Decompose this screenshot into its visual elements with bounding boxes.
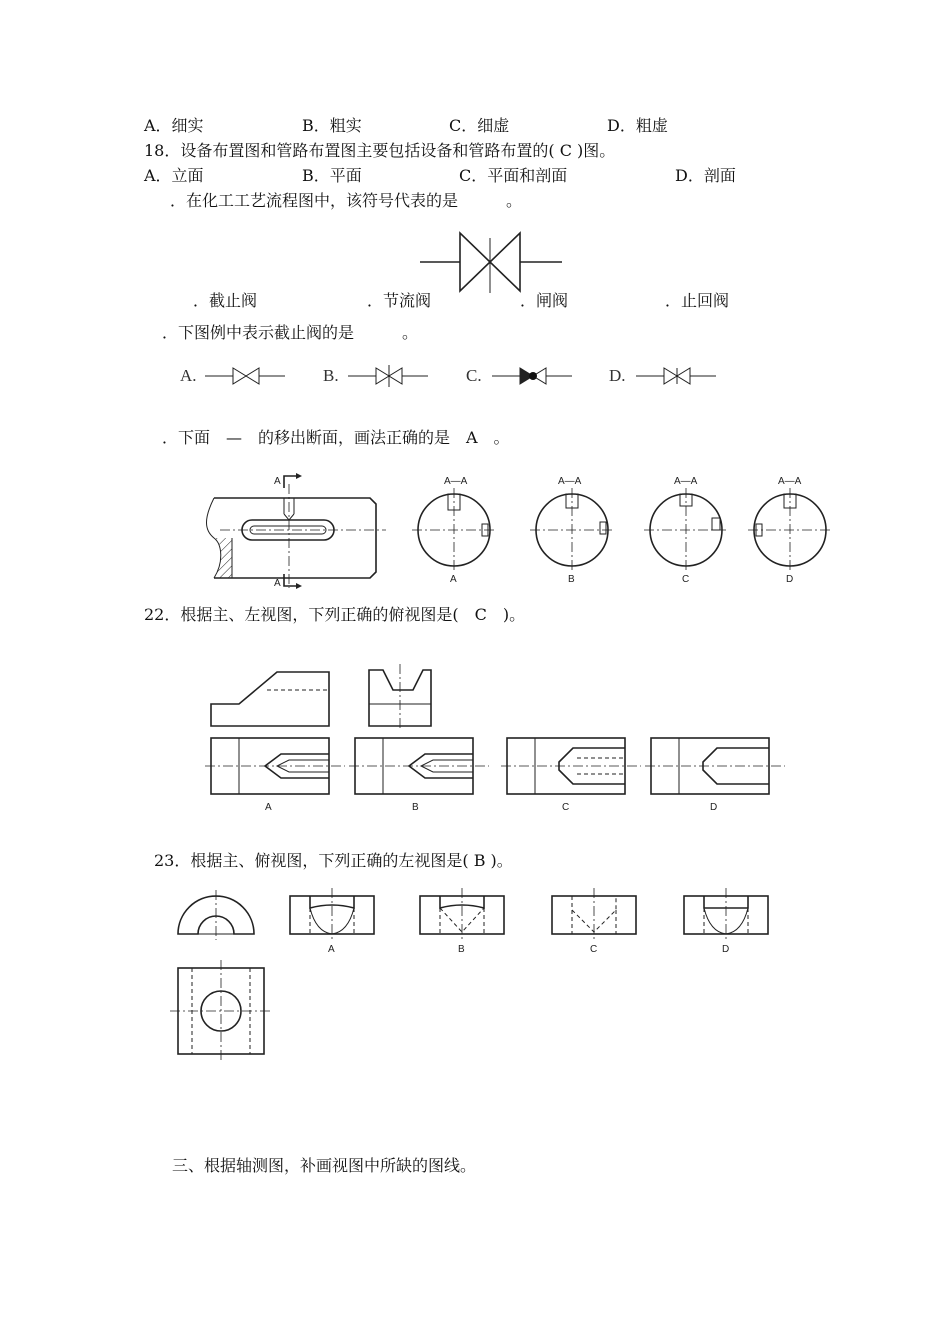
section-a-label: A <box>450 574 457 585</box>
valve-symbol-b <box>348 364 428 388</box>
q23-label-a: A <box>328 944 335 955</box>
q21-stem: ．下面 — 的移出断面，画法正确的是 A 。 <box>162 428 510 447</box>
q22-label-c: C <box>562 802 570 813</box>
q18-option-d-text: D．剖面 <box>675 166 736 185</box>
q23-option-b <box>420 888 504 955</box>
section-c-label: C <box>682 574 690 585</box>
q22-option-b <box>349 738 489 813</box>
q23-label-c: C <box>590 944 598 955</box>
cut-label-bottom: A <box>274 578 281 589</box>
q18-stem: 18．设备布置图和管路布置图主要包括设备和管路布置的( C )图。 <box>144 141 616 160</box>
q17-option-d-text: D．粗虚 <box>607 116 668 135</box>
section-b-title: A—A <box>558 476 582 487</box>
q19-stem: ．在化工工艺流程图中，该符号代表的是 。 <box>170 191 523 210</box>
q23-option-d <box>684 888 768 955</box>
q22-stem: 22．根据主、左视图，下列正确的俯视图是( C )。 <box>144 605 526 624</box>
q22-option-a <box>205 738 345 813</box>
q19-option-c-text: ．闸阀 <box>520 291 569 310</box>
section-c-title: A—A <box>674 476 698 487</box>
section-option-d <box>748 476 832 585</box>
valve-symbol-c <box>492 364 572 388</box>
section-d-label: D <box>786 574 794 585</box>
q22-option-c <box>501 738 641 813</box>
q20-label-c: C. <box>466 366 482 385</box>
q23-label-d: D <box>722 944 730 955</box>
valve-symbol-a <box>205 364 285 388</box>
q19-option-d-text: ．止回阀 <box>665 291 730 310</box>
q17-option-c-text: C．细虚 <box>449 116 510 135</box>
section-option-c <box>644 476 728 585</box>
section-d-title: A—A <box>778 476 802 487</box>
shaft-removed-section-figure <box>200 470 850 595</box>
q19-option-a-text: ．截止阀 <box>193 291 258 310</box>
q23-views-figure <box>170 888 780 1058</box>
section-option-a <box>412 476 496 585</box>
q17-option-a-text: A．细实 <box>144 116 204 135</box>
q22-option-d <box>645 738 785 813</box>
q18-option-c-text: C．平面和剖面 <box>459 166 568 185</box>
q18-option-a-text: A．立面 <box>144 166 204 185</box>
q19-option-b-text: ．节流阀 <box>367 291 432 310</box>
q22-views-figure <box>205 664 795 814</box>
cut-label-top: A <box>274 476 281 487</box>
q22-label-b: B <box>412 802 419 813</box>
q23-stem: 23．根据主、俯视图，下列正确的左视图是( B )。 <box>154 851 513 870</box>
q20-stem: ．下图例中表示截止阀的是 。 <box>162 323 419 342</box>
gate-valve-symbol-figure <box>420 230 565 295</box>
valve-symbol-d <box>636 364 716 388</box>
section-a-title: A—A <box>444 476 468 487</box>
q17-option-b-text: B．粗实 <box>302 116 362 135</box>
q23-label-b: B <box>458 944 465 955</box>
section-option-b <box>530 476 614 585</box>
section-b-label: B <box>568 574 575 585</box>
q22-label-a: A <box>265 802 272 813</box>
q23-option-a <box>290 888 374 955</box>
q22-label-d: D <box>710 802 718 813</box>
q20-label-d: D. <box>609 366 626 385</box>
section3-heading: 三、根据轴测图，补画视图中所缺的图线。 <box>172 1156 477 1175</box>
q18-option-b-text: B．平面 <box>302 166 362 185</box>
q20-label-b: B. <box>323 366 339 385</box>
q20-label-a: A. <box>180 366 197 385</box>
q23-option-c <box>552 888 636 955</box>
